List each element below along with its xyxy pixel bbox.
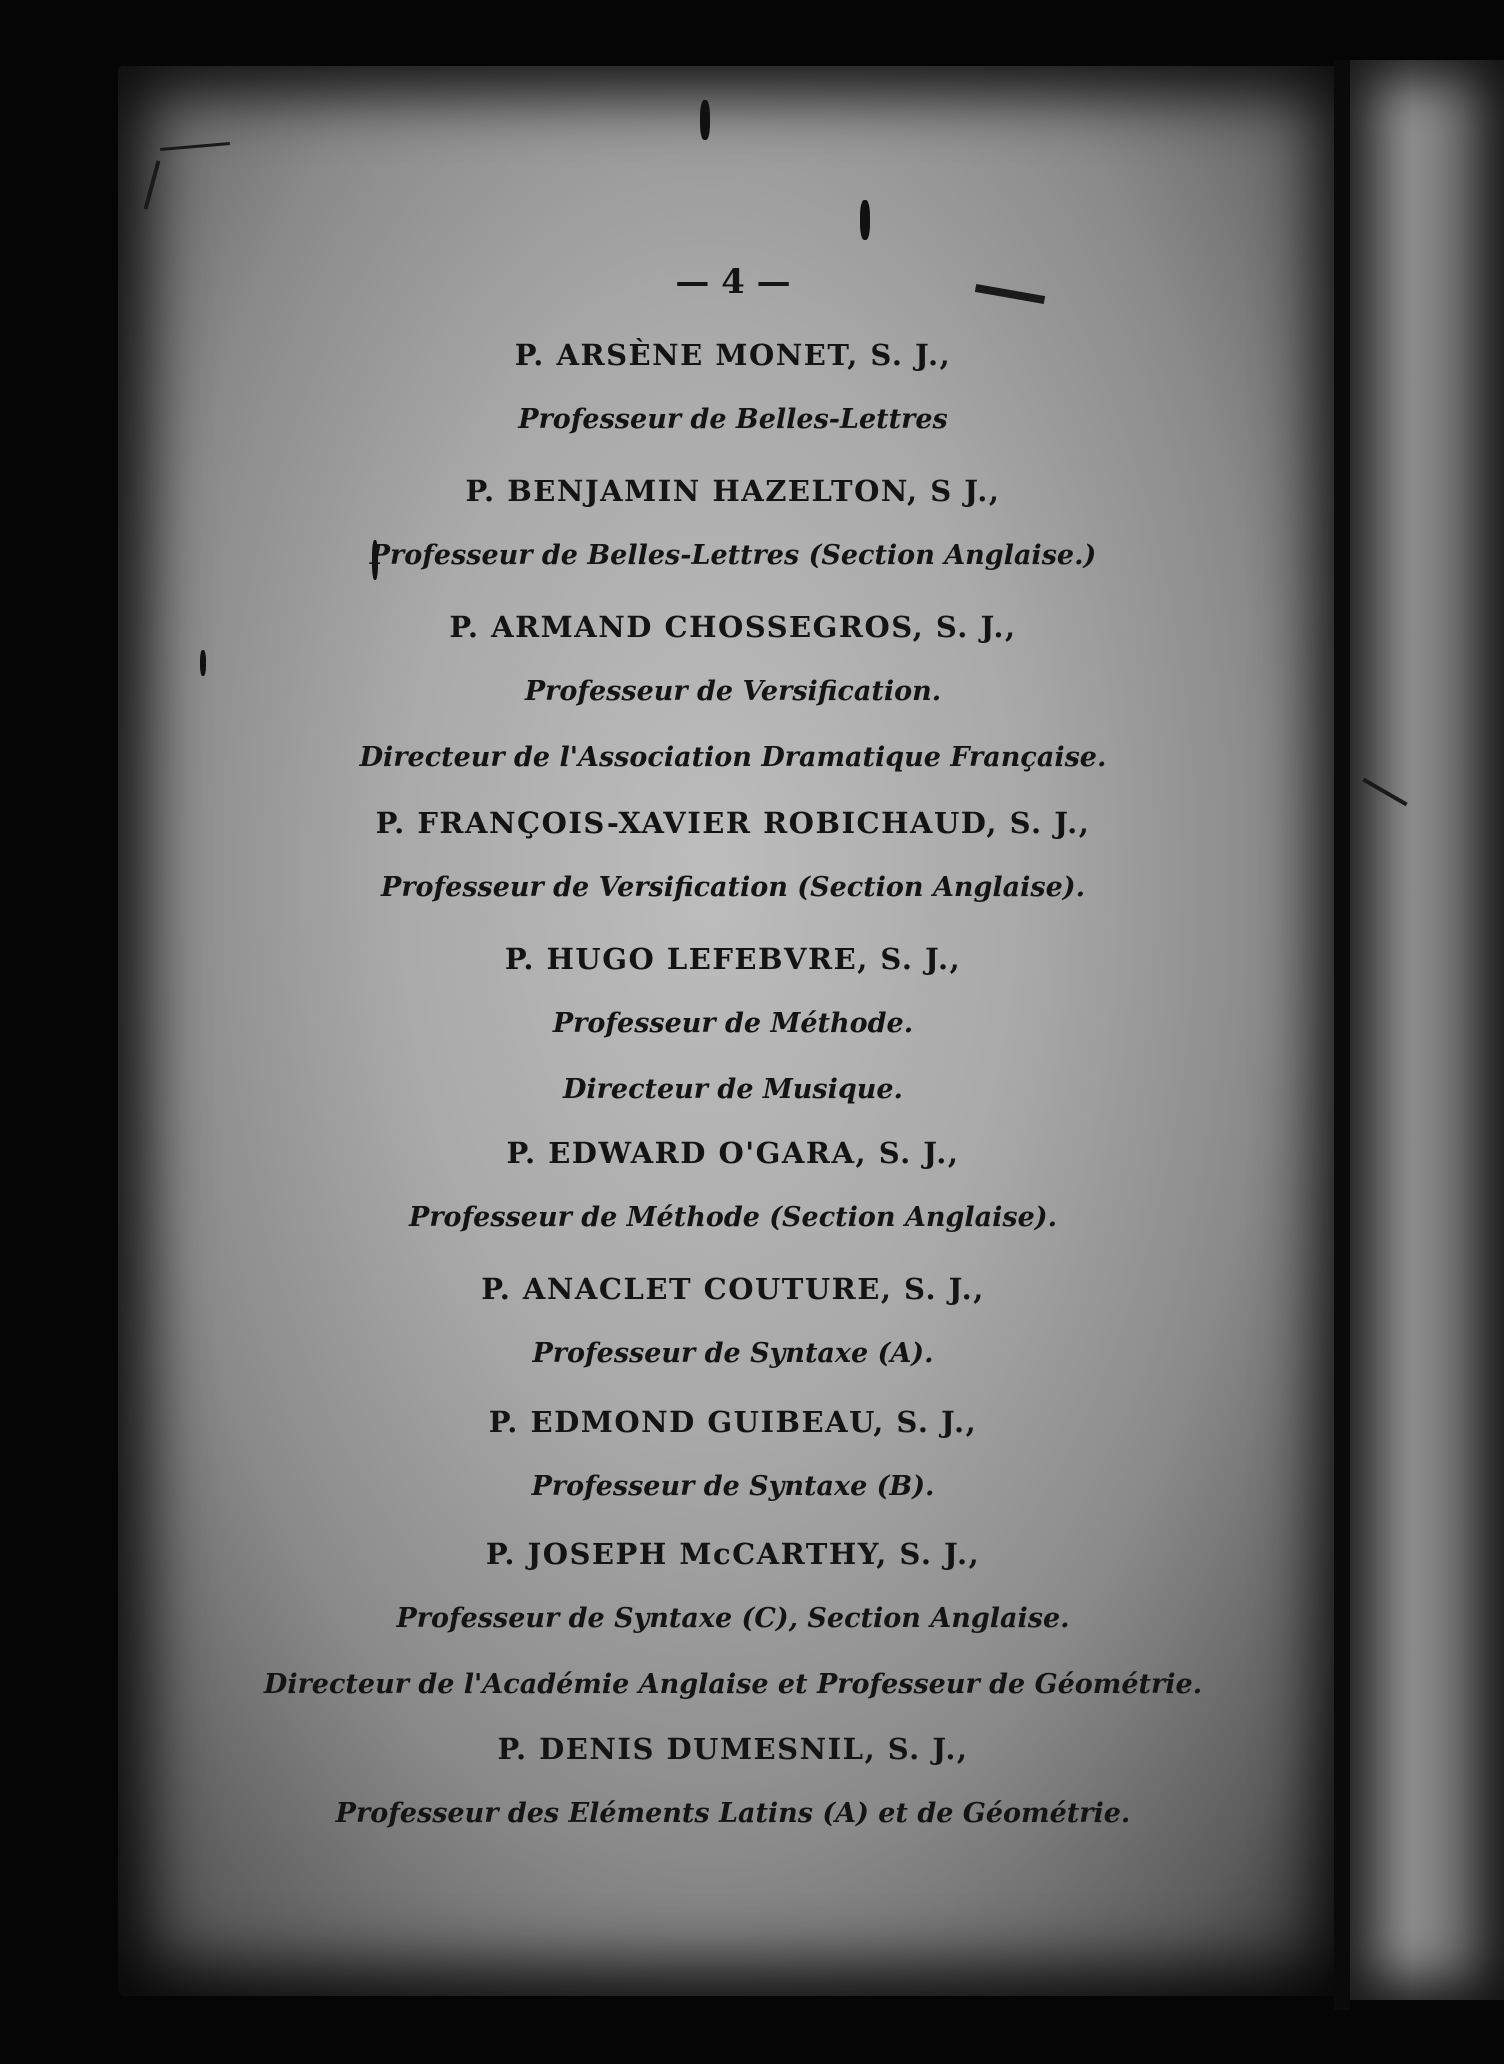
staff-role: Professeur de Méthode (Section Anglaise). bbox=[409, 1202, 1057, 1233]
staff-role: Professeur de Syntaxe (A). bbox=[532, 1338, 934, 1369]
page-text-block bbox=[118, 0, 1348, 2064]
staff-role: Directeur de l'Académie Anglaise et Professeur de Géométrie. bbox=[263, 1669, 1203, 1700]
staff-role: Professeur des Eléments Latins (A) et de Géométrie. bbox=[335, 1798, 1131, 1829]
staff-name: P. JOSEPH McCARTHY, S. J., bbox=[485, 1537, 981, 1571]
staff-name: P. DENIS DUMESNIL, S. J., bbox=[497, 1732, 969, 1766]
staff-role: Directeur de l'Association Dramatique Française. bbox=[359, 742, 1107, 773]
staff-name: P. EDMOND GUIBEAU, S. J., bbox=[488, 1405, 978, 1439]
staff-name: P. HUGO LEFEBVRE, S. J., bbox=[504, 942, 962, 976]
staff-name: P. ANACLET COUTURE, S. J., bbox=[481, 1272, 985, 1306]
staff-name: P. ARMAND CHOSSEGROS, S. J., bbox=[449, 610, 1017, 644]
staff-role: Professeur de Méthode. bbox=[552, 1008, 914, 1039]
page-number: — 4 — bbox=[675, 262, 791, 302]
staff-role: Professeur de Belles-Lettres bbox=[518, 404, 948, 435]
staff-role: Professeur de Syntaxe (C), Section Anglaise. bbox=[396, 1603, 1070, 1634]
staff-role: Professeur de Syntaxe (B). bbox=[531, 1471, 935, 1502]
staff-name: P. BENJAMIN HAZELTON, S J., bbox=[465, 474, 1001, 508]
staff-name: P. FRANÇOIS-XAVIER ROBICHAUD, S. J., bbox=[375, 806, 1091, 840]
adjacent-page-edge bbox=[1350, 60, 1504, 2000]
staff-role: Professeur de Belles-Lettres (Section Anglaise.) bbox=[369, 540, 1097, 571]
staff-name: P. EDWARD O'GARA, S. J., bbox=[506, 1136, 960, 1170]
staff-name: P. ARSÈNE MONET, S. J., bbox=[514, 338, 952, 372]
staff-role: Directeur de Musique. bbox=[563, 1074, 903, 1105]
staff-role: Professeur de Versification. bbox=[524, 676, 942, 707]
staff-role: Professeur de Versification (Section Anglaise). bbox=[381, 872, 1085, 903]
